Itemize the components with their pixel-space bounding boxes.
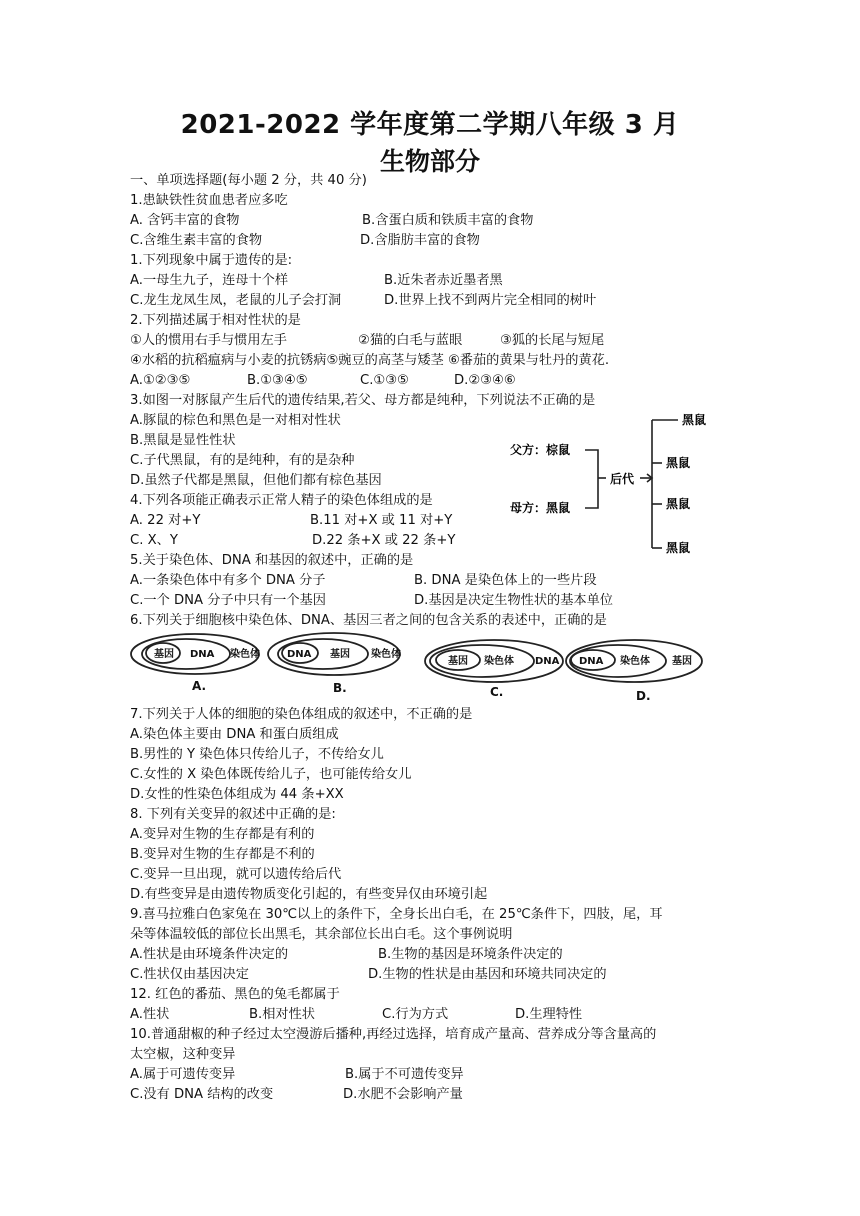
- option-d: D.生物的性状是由基因和环境共同决定的: [368, 967, 607, 982]
- venn-inner-label: 基因: [448, 656, 468, 667]
- venn-middle-label: 基因: [330, 649, 350, 660]
- option-b: B.属于不可遗传变异: [345, 1067, 464, 1082]
- venn-outer-label: 染色体: [371, 649, 401, 660]
- option-d: D.②③④⑥: [454, 373, 516, 388]
- question-stem: 10.普通甜椒的种子经过太空漫游后播种,再经过选择，培育成产量高、营养成分等含量高的: [130, 1027, 657, 1042]
- option-a: A.变异对生物的生存都是有利的: [130, 827, 315, 842]
- venn-middle-label: 染色体: [620, 656, 650, 667]
- option-b: B.①③④⑤: [247, 373, 308, 388]
- mother-label: 母方：黑鼠: [510, 501, 571, 515]
- statement: ③狐的长尾与短尾: [500, 333, 605, 348]
- venn-inner-label: DNA: [579, 656, 604, 667]
- option-c: C.一个 DNA 分子中只有一个基因: [130, 593, 326, 608]
- venn-option-letter: D.: [636, 689, 651, 703]
- option-d: D.世界上找不到两片完全相同的树叶: [384, 293, 597, 308]
- option-b: B.变异对生物的生存都是不利的: [130, 847, 315, 862]
- option-a: A.豚鼠的棕色和黑色是一对相对性状: [130, 413, 341, 428]
- option-a: A.一母生九子，连母十个样: [130, 273, 289, 288]
- option-c: C.性状仅由基因决定: [130, 967, 249, 982]
- option-c: C. X、Y: [130, 533, 178, 548]
- venn-diagram-options: [128, 632, 708, 706]
- option-c: C.女性的 X 染色体既传给儿子，也可能传给女儿: [130, 767, 412, 782]
- venn-middle-label: DNA: [190, 649, 215, 660]
- question-stem: 7.下列关于人体的细胞的染色体组成的叙述中，不正确的是: [130, 707, 473, 722]
- option-b: B.相对性状: [249, 1007, 315, 1022]
- option-d: D.有些变异是由遗传物质变化引起的，有些变异仅由环境引起: [130, 887, 488, 902]
- page-subtitle: 生物部分: [379, 147, 480, 176]
- option-b: B.近朱者赤近墨者黑: [384, 273, 503, 288]
- question-stem: 9.喜马拉雅白色家兔在 30℃以上的条件下，全身长出白毛，在 25℃条件下，四肢，尾，耳: [130, 907, 663, 922]
- page-title: 2021-2022 学年度第二学期八年级 3 月: [180, 110, 680, 140]
- question-stem: 1.患缺铁性贫血患者应多吃: [130, 193, 288, 208]
- offspring-child: 黑鼠: [666, 497, 691, 511]
- option-c: C.没有 DNA 结构的改变: [130, 1087, 274, 1102]
- question-stem: 3.如图一对豚鼠产生后代的遗传结果,若父、母方都是纯种，下列说法不正确的是: [130, 393, 596, 408]
- option-d: D.22 条+X 或 22 条+Y: [312, 533, 456, 548]
- offspring-child: 黑鼠: [682, 413, 707, 427]
- option-c: C.变异一旦出现，就可以遗传给后代: [130, 867, 342, 882]
- option-d: D.女性的性染色体组成为 44 条+XX: [130, 787, 344, 802]
- option-b: B. DNA 是染色体上的一些片段: [414, 573, 597, 588]
- statement: ②猫的白毛与蓝眼: [358, 333, 463, 348]
- question-stem: 1.下列现象中属于遗传的是:: [130, 253, 293, 268]
- option-d: D.含脂肪丰富的食物: [360, 233, 480, 248]
- option-a: A.①②③⑤: [130, 373, 191, 388]
- option-a: A.性状: [130, 1007, 170, 1022]
- venn-outer-label: 基因: [672, 656, 692, 667]
- statement: ④水稻的抗稻瘟病与小麦的抗锈病⑤豌豆的高茎与矮茎 ⑥番茄的黄果与牡丹的黄花.: [130, 353, 610, 368]
- option-b: B.11 对+X 或 11 对+Y: [310, 513, 453, 528]
- option-b: B.黑鼠是显性性状: [130, 433, 236, 448]
- option-d: D.水肥不会影响产量: [343, 1087, 463, 1102]
- option-d: D.生理特性: [515, 1007, 583, 1022]
- venn-inner-label: 基因: [154, 649, 174, 660]
- question-stem-continued: 朵等体温较低的部位长出黑毛，其余部位长出白毛。这个事例说明: [130, 927, 513, 942]
- option-c: C.①③⑤: [360, 373, 409, 388]
- option-c: C.龙生龙凤生凤，老鼠的儿子会打洞: [130, 293, 342, 308]
- question-stem: 2.下列描述属于相对性状的是: [130, 313, 301, 328]
- guinea-pig-pedigree-figure: [500, 408, 722, 560]
- option-c: C.含维生素丰富的食物: [130, 233, 263, 248]
- option-a: A. 22 对+Y: [130, 513, 201, 528]
- venn-inner-label: DNA: [287, 649, 312, 660]
- venn-outer-label: DNA: [535, 656, 560, 667]
- option-a: A.属于可遗传变异: [130, 1067, 236, 1082]
- option-d: D.虽然子代都是黑鼠，但他们都有棕色基因: [130, 473, 382, 488]
- question-stem: 12. 红色的番茄、黑色的兔毛都属于: [130, 987, 340, 1002]
- venn-option-letter: C.: [490, 685, 504, 699]
- option-c: C.子代黑鼠，有的是纯种，有的是杂种: [130, 453, 355, 468]
- venn-outer-label: 染色体: [230, 649, 260, 660]
- option-c: C.行为方式: [382, 1007, 449, 1022]
- offspring-child: 黑鼠: [666, 541, 691, 555]
- option-a: A. 含钙丰富的食物: [130, 213, 240, 228]
- option-d: D.基因是决定生物性状的基本单位: [414, 593, 613, 608]
- question-stem: 6.下列关于细胞核中染色体、DNA、基因三者之间的包含关系的表述中，正确的是: [130, 613, 607, 628]
- venn-middle-label: 染色体: [484, 656, 514, 667]
- father-label: 父方：棕鼠: [510, 443, 571, 457]
- offspring-child: 黑鼠: [666, 456, 691, 470]
- option-a: A.性状是由环境条件决定的: [130, 947, 289, 962]
- question-stem: 5.关于染色体、DNA 和基因的叙述中，正确的是: [130, 553, 414, 568]
- option-a: A.一条染色体中有多个 DNA 分子: [130, 573, 326, 588]
- question-stem: 4.下列各项能正确表示正常人精子的染色体组成的是: [130, 493, 433, 508]
- section-heading: 一、单项选择题(每小题 2 分，共 40 分): [130, 173, 367, 188]
- option-b: B.生物的基因是环境条件决定的: [378, 947, 563, 962]
- option-a: A.染色体主要由 DNA 和蛋白质组成: [130, 727, 339, 742]
- venn-option-letter: B.: [333, 681, 347, 695]
- question-stem: 8. 下列有关变异的叙述中正确的是:: [130, 807, 336, 822]
- venn-option-letter: A.: [192, 679, 207, 693]
- option-b: B.含蛋白质和铁质丰富的食物: [362, 213, 534, 228]
- offspring-label: 后代: [610, 472, 635, 486]
- question-stem-continued: 太空椒，这种变异: [130, 1047, 236, 1062]
- statement: ①人的惯用右手与惯用左手: [130, 333, 287, 348]
- option-b: B.男性的 Y 染色体只传给儿子，不传给女儿: [130, 747, 384, 762]
